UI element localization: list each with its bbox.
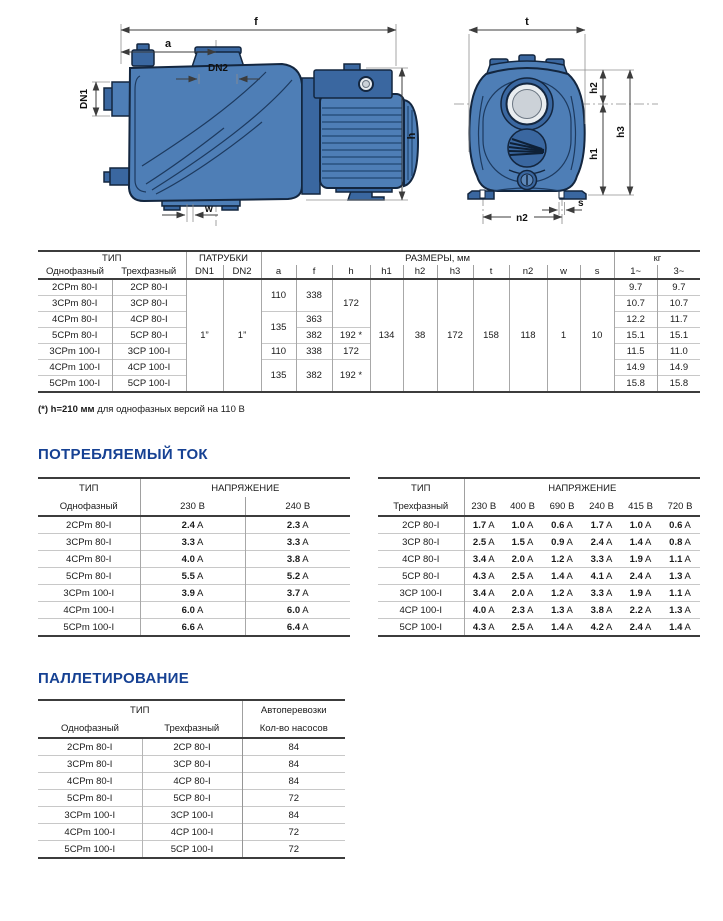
left-foot-slot: [480, 190, 485, 198]
cell: 3.8 A: [582, 602, 621, 619]
cell: 1.4 A: [660, 619, 700, 637]
column-header: ПАТРУБКИ: [186, 251, 261, 265]
cell: 4.3 A: [464, 568, 503, 585]
cell: 4CPm 100-I: [38, 824, 142, 841]
cell: 2.0 A: [503, 585, 542, 602]
cell: 3.9 A: [140, 585, 245, 602]
column-header: НАПРЯЖЕНИЕ: [140, 478, 350, 497]
cell: 1.0 A: [503, 516, 542, 534]
cell: 2.4 A: [621, 568, 660, 585]
cell: 5.2 A: [245, 568, 350, 585]
cell: 3CPm 100-I: [38, 585, 140, 602]
column-header: Трехфазный: [121, 266, 177, 277]
column-header: ТИП: [102, 253, 122, 264]
cell: 0.8 A: [660, 534, 700, 551]
cell: 5CP 80-I: [112, 328, 186, 344]
column-header: h2: [403, 265, 437, 279]
cell: 1”: [223, 279, 261, 392]
cell: 11.0: [657, 344, 700, 360]
cell: 72: [242, 841, 345, 859]
table-row: [38, 841, 345, 859]
cell: 135: [261, 312, 296, 344]
cell: 4CP 80-I: [142, 773, 242, 790]
cell: 1.3 A: [542, 602, 582, 619]
table-row: [38, 551, 350, 568]
cell: 3CPm 100-I: [38, 807, 142, 824]
footnote: [38, 404, 245, 415]
current-single-body: [38, 516, 350, 636]
cell: 4.2 A: [582, 619, 621, 637]
cell: 4.0 A: [464, 602, 503, 619]
cell: 12.2: [614, 312, 657, 328]
cell: 2CP 80-I: [142, 738, 242, 756]
cell: 10.7: [614, 296, 657, 312]
cell: 15.1: [657, 328, 700, 344]
cell: 3.8 A: [245, 551, 350, 568]
dimensions-table-header: [38, 251, 700, 279]
cell: 14.9: [614, 360, 657, 376]
dim-label-a: a: [164, 38, 172, 50]
column-header: Однофазный: [61, 722, 119, 734]
cell: 3CP 100-I: [112, 344, 186, 360]
table-row: [38, 807, 345, 824]
column-header: 1~: [614, 265, 657, 279]
table-row: [38, 738, 345, 756]
cell: 2CPm 80-I: [38, 738, 142, 756]
cell: 15.8: [657, 376, 700, 393]
dim-f: [121, 16, 396, 66]
cell: 2.0 A: [503, 551, 542, 568]
cell: 1.5 A: [503, 534, 542, 551]
dim-label-h2: h2: [589, 82, 600, 94]
dim-label-dn2: DN2: [207, 63, 229, 74]
cell: 84: [242, 738, 345, 756]
column-header: h3: [437, 265, 473, 279]
column-header: h: [332, 265, 370, 279]
cell: 10: [580, 279, 614, 392]
dim-h3: [616, 70, 630, 195]
cell: 3CP 80-I: [112, 296, 186, 312]
cell: 84: [242, 773, 345, 790]
cell: 4CPm 80-I: [38, 312, 112, 328]
column-header: 690 В: [549, 500, 575, 512]
table-row: [378, 516, 700, 534]
table-row: [378, 534, 700, 551]
cell: 6.0 A: [245, 602, 350, 619]
cell: 3.3 A: [140, 534, 245, 551]
dim-h1: [588, 104, 634, 195]
column-header: РАЗМЕРЫ, мм: [261, 251, 614, 265]
cell: 110: [261, 344, 296, 360]
column-header: 240 В: [245, 497, 350, 516]
cell: 0.6 A: [542, 516, 582, 534]
cell: 363: [296, 312, 332, 328]
cell: 2.3 A: [503, 602, 542, 619]
cell: 6.6 A: [140, 619, 245, 637]
cell: 2.4 A: [140, 516, 245, 534]
cell: 4CPm 80-I: [38, 551, 140, 568]
cell: 72: [242, 790, 345, 807]
dim-label-h: h: [406, 132, 418, 140]
cell: 1.9 A: [621, 551, 660, 568]
cell: 84: [242, 807, 345, 824]
column-header: 230 В: [140, 497, 245, 516]
table-row: [378, 568, 700, 585]
cell: 11.7: [657, 312, 700, 328]
cell: 5CPm 80-I: [38, 568, 140, 585]
cell: 5CPm 100-I: [38, 376, 112, 393]
cell: 3CP 100-I: [378, 585, 464, 602]
column-header: f: [296, 265, 332, 279]
column-header: 3~: [657, 265, 700, 279]
cell: 9.7: [614, 279, 657, 296]
table-row: [38, 773, 345, 790]
cell: 5CPm 100-I: [38, 841, 142, 859]
cell: 4.1 A: [582, 568, 621, 585]
cell: 5CP 100-I: [378, 619, 464, 637]
column-header: a: [261, 265, 296, 279]
dim-s: [542, 198, 584, 215]
cell: 15.1: [614, 328, 657, 344]
cell: 4CPm 80-I: [38, 773, 142, 790]
cell: 382: [296, 328, 332, 344]
cell: 4CP 100-I: [112, 360, 186, 376]
column-header: Автоперевозки: [242, 700, 345, 719]
column-header: кг: [614, 251, 700, 265]
cell: 1.3 A: [660, 568, 700, 585]
pallet-header: [38, 700, 345, 738]
cell: 158: [473, 279, 509, 392]
cell: 5CP 100-I: [142, 841, 242, 859]
cell: 1.1 A: [660, 551, 700, 568]
cell: 1.7 A: [582, 516, 621, 534]
cell: 1.4 A: [542, 568, 582, 585]
column-header: ТИП: [79, 482, 99, 494]
cell: 1”: [186, 279, 223, 392]
cell: 3CPm 100-I: [38, 344, 112, 360]
cell: 2.3 A: [245, 516, 350, 534]
column-header: h1: [370, 265, 403, 279]
cell: 6.4 A: [245, 619, 350, 637]
current-single-header: [38, 478, 350, 516]
cell: 135: [261, 360, 296, 393]
column-header: 415 В: [628, 500, 653, 512]
cell: 3.3 A: [582, 551, 621, 568]
table-row: [38, 790, 345, 807]
cell: 2.5 A: [464, 534, 503, 551]
dim-label-w: w: [205, 204, 213, 215]
column-header: Однофазный: [46, 266, 104, 277]
table-row: [38, 516, 350, 534]
cell: 4CP 100-I: [142, 824, 242, 841]
cell: 3CP 80-I: [378, 534, 464, 551]
cell: 4.3 A: [464, 619, 503, 637]
cell: 72: [242, 824, 345, 841]
table-row: [38, 534, 350, 551]
cell: 5CPm 100-I: [38, 619, 140, 637]
cell: 3CPm 80-I: [38, 756, 142, 773]
cell: 110: [261, 279, 296, 312]
cell: 3.4 A: [464, 551, 503, 568]
cell: 172: [332, 279, 370, 328]
column-header: t: [473, 265, 509, 279]
current-three-header: [378, 478, 700, 516]
cell: 4CPm 100-I: [38, 360, 112, 376]
cell: 172: [332, 344, 370, 360]
column-header: 240 В: [589, 500, 614, 512]
table-row: [38, 756, 345, 773]
cell: 5CP 80-I: [142, 790, 242, 807]
cell: 1.4 A: [621, 534, 660, 551]
cell: 338: [296, 344, 332, 360]
cell: 10.7: [657, 296, 700, 312]
column-header: ТИП: [411, 482, 431, 494]
pump-side-view-drawing: [56, 4, 426, 240]
cell: 2.5 A: [503, 619, 542, 637]
cell: 3CP 80-I: [142, 756, 242, 773]
drain-plug: [110, 168, 130, 185]
cell: 1.2 A: [542, 551, 582, 568]
table-row: [38, 824, 345, 841]
table-row: [38, 279, 700, 296]
cell: 2CPm 80-I: [38, 279, 112, 296]
cell: 2CP 80-I: [112, 279, 186, 296]
cell: 6.0 A: [140, 602, 245, 619]
cell: 9.7: [657, 279, 700, 296]
cell: 15.8: [614, 376, 657, 393]
table-row: [378, 551, 700, 568]
column-header: DN1: [186, 265, 223, 279]
cell: 134: [370, 279, 403, 392]
cell: 172: [437, 279, 473, 392]
cell: 4.0 A: [140, 551, 245, 568]
column-header: 230 В: [464, 497, 503, 516]
cell: 4CPm 100-I: [38, 602, 140, 619]
table-row: [38, 568, 350, 585]
dimensions-table: [38, 250, 700, 393]
cell: 0.6 A: [660, 516, 700, 534]
column-header: 720 В: [667, 500, 693, 512]
dim-label-dn1: DN1: [79, 88, 90, 110]
cell: 1.7 A: [464, 516, 503, 534]
cell: 2.2 A: [621, 602, 660, 619]
cell: 38: [403, 279, 437, 392]
dim-n2: [483, 213, 562, 224]
cell: 5CP 80-I: [378, 568, 464, 585]
motor-end-cap: [404, 100, 418, 186]
current-three-phase-table: [378, 477, 700, 637]
cell: 2.4 A: [582, 534, 621, 551]
current-single-phase-table: [38, 477, 350, 637]
dim-label-f: f: [254, 16, 258, 28]
column-header: Однофазный: [59, 500, 118, 512]
cell: 3.3 A: [245, 534, 350, 551]
column-header: s: [580, 265, 614, 279]
cell: 11.5: [614, 344, 657, 360]
footnote-bold: (*) h=210 мм: [38, 404, 95, 415]
pump-casing: [129, 64, 302, 201]
column-header: НАПРЯЖЕНИЕ: [464, 478, 700, 497]
column-header: n2: [509, 265, 547, 279]
cell: 5CPm 80-I: [38, 790, 142, 807]
cell: 0.9 A: [542, 534, 582, 551]
cell: 2CP 80-I: [378, 516, 464, 534]
cell: 382: [296, 360, 332, 393]
table-row: [38, 602, 350, 619]
section-title-pallet: ПАЛЛЕТИРОВАНИЕ: [38, 670, 190, 687]
pump-front-view-drawing: [426, 4, 720, 240]
cell: 2.4 A: [621, 619, 660, 637]
cell: 3CP 100-I: [142, 807, 242, 824]
dim-label-n2: n2: [516, 213, 528, 224]
column-header: 400 В: [510, 500, 535, 512]
table-row: [378, 619, 700, 637]
pump-side-body: [104, 44, 418, 210]
pallet-body: [38, 738, 345, 858]
cell: 5.5 A: [140, 568, 245, 585]
dimensions-table-body: [38, 279, 700, 392]
dim-label-t: t: [525, 16, 529, 28]
footnote-text: для однофазных версий на 110 В: [94, 404, 245, 415]
dim-label-s: s: [578, 198, 584, 209]
cell: 1.9 A: [621, 585, 660, 602]
column-header: Кол-во насосов: [242, 719, 345, 738]
cell: 192 *: [332, 328, 370, 344]
pump-front-body: [468, 55, 586, 199]
cell: 3CPm 80-I: [38, 534, 140, 551]
cell: 3CPm 80-I: [38, 296, 112, 312]
cell: 118: [509, 279, 547, 392]
terminal-box: [314, 70, 392, 98]
column-header: Трехфазный: [164, 722, 220, 734]
pump-side-view-svg: [56, 4, 426, 240]
cell: 1.2 A: [542, 585, 582, 602]
section-title-current: ПОТРЕБЛЯЕМЫЙ ТОК: [38, 446, 208, 463]
cell: 3.3 A: [582, 585, 621, 602]
current-three-body: [378, 516, 700, 636]
cell: 1.4 A: [542, 619, 582, 637]
cell: 1: [547, 279, 580, 392]
dim-label-h1: h1: [589, 148, 600, 160]
column-header: ТИП: [130, 704, 150, 716]
cell: 2.5 A: [503, 568, 542, 585]
table-row: [38, 585, 350, 602]
dim-label-h3: h3: [616, 126, 627, 138]
cell: 4CP 80-I: [378, 551, 464, 568]
table-row: [38, 619, 350, 637]
table-row: [378, 602, 700, 619]
cell: 3.7 A: [245, 585, 350, 602]
column-header: DN2: [223, 265, 261, 279]
cell: 192 *: [332, 360, 370, 393]
cell: 84: [242, 756, 345, 773]
table-row: [378, 585, 700, 602]
cell: 1.3 A: [660, 602, 700, 619]
cell: 2CPm 80-I: [38, 516, 140, 534]
cell: 5CP 100-I: [112, 376, 186, 393]
cell: 5CPm 80-I: [38, 328, 112, 344]
cell: 1.0 A: [621, 516, 660, 534]
cell: 3.4 A: [464, 585, 503, 602]
cell: 338: [296, 279, 332, 312]
cell: 14.9: [657, 360, 700, 376]
cell: 1.1 A: [660, 585, 700, 602]
cell: 4CP 80-I: [112, 312, 186, 328]
column-header: w: [547, 265, 580, 279]
column-header: Трехфазный: [393, 500, 449, 512]
pump-front-view-svg: [426, 4, 720, 240]
cell: 4CP 100-I: [378, 602, 464, 619]
pallet-table: [38, 699, 345, 859]
